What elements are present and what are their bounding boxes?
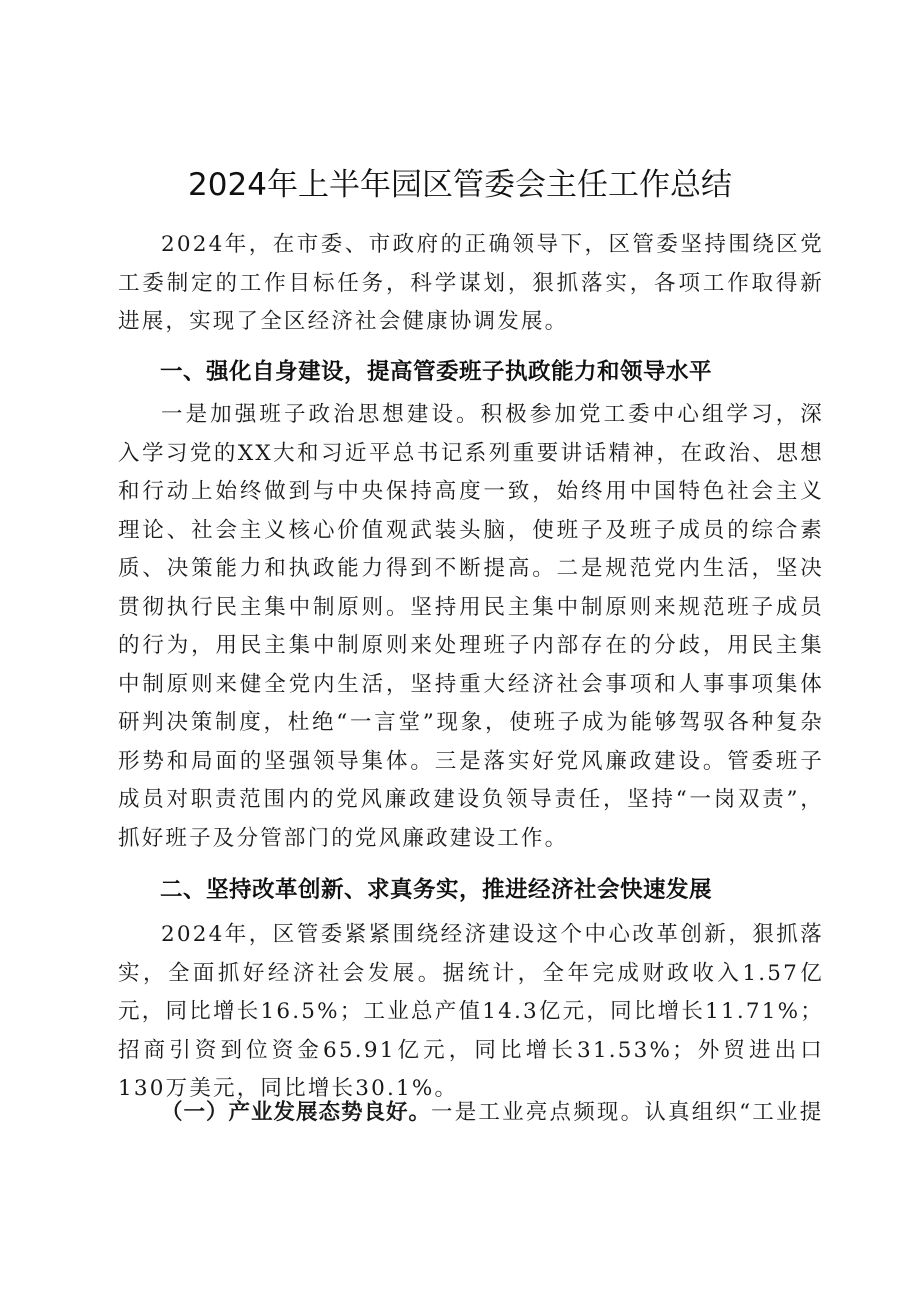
section-1-heading: 一、强化自身建设，提高管委班子执政能力和领导水平 [160, 359, 713, 385]
section-1-paragraph: 一是加强班子政治思想建设。积极参加党工委中心组学习，深入学习党的XX大和习近平总书记系列重要讲话精神，在政治、思想和行动上始终做到与中央保持高度一致，始终用中国特色社会主义理论、社会主义核心价值观武装头脑，使班子及班子成员的综合素质、决策能力和执政能力得到不断提高。二是规范党内生活，坚决贯彻执行民主集中制原则。坚持用民主集中制原则来规范班子成员的行为，用民主集中制原则来处理班子内部存在的分歧，用民主集中制原则来健全党内生活，坚持重大经济社会事项和人事事项集体研判决策制度，杜绝“一言堂”现象，使班子成为能够驾驭各种复杂形势和局面的坚强领导集体。三是落实好党风廉政建设。管委班子成员对职责范围内的党风廉政建设负领导责任，坚持“一岗双责”，抓好班子及分管部门的党风廉政建设工作。 [118, 402, 824, 851]
section-2-paragraph: 2024年，区管委紧紧围绕经济建设这个中心改革创新，狠抓落实，全面抓好经济社会发展。据统计，全年完成财政收入1.57亿元，同比增长16.5%；工业总产值14.3亿元，同比增长11.71%；招商引资到位资金65.91亿元，同比增长31.53%；外贸进出口130万美元，同比增长30.1%。 [118, 922, 824, 1101]
subsection-1-text: 一是工业亮点频现。认真组织“工业提 [431, 1100, 824, 1125]
document-title: 2024年上半年园区管委会主任工作总结 [188, 167, 732, 203]
section-2-heading: 二、坚持改革创新、求真务实，推进经济社会快速发展 [160, 877, 713, 903]
subsection-1-lead: （一）产业发展态势良好。 [161, 1100, 432, 1125]
intro-paragraph: 2024年，在市委、市政府的正确领导下，区管委坚持围绕区党工委制定的工作目标任务，科学谋划，狠抓落实，各项工作取得新进展，实现了全区经济社会健康协调发展。 [118, 232, 824, 334]
subsection-1-paragraph [118, 1094, 824, 1133]
